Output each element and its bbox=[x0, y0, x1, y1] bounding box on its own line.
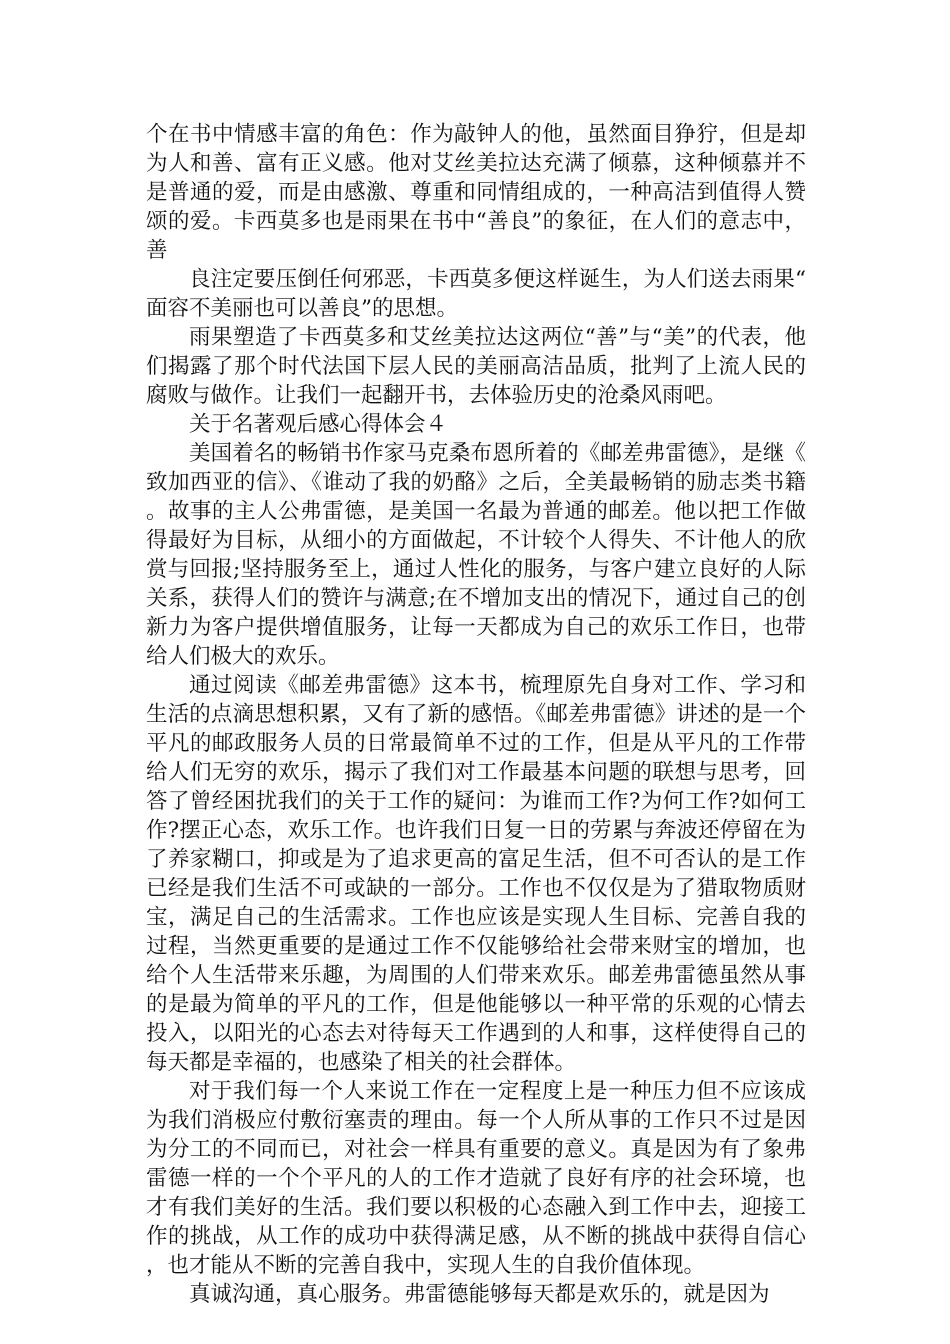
paragraph: 雨果塑造了卡西莫多和艾丝美拉达这两位“善”与“美”的代表，他们揭露了那个时代法国下层人民的美丽高洁品质，批判了上流人民的腐败与做作。让我们一起翻开书，去体验历史的沧桑风雨吧。 bbox=[146, 325, 806, 408]
section-heading: 关于名著观后感心得体会４ bbox=[189, 412, 448, 437]
paragraph-continuation: 个在书中情感丰富的角色：作为敲钟人的他，虽然面目狰狞，但是却为人和善、富有正义感。他对艾丝美拉达充满了倾慕，这种倾慕并不是普通的爱，而是由感激、尊重和同情组成的，一种高洁到值得人赞颂的爱。卡西莫多也是雨果在书中“善良”的象征，在人们的意志中，善 bbox=[146, 122, 806, 263]
document-body bbox=[146, 120, 806, 1309]
paragraph: 美国着名的畅销书作家马克桑布恩所着的《邮差弗雷德》，是继《致加西亚的信》、《谁动了我的奶酪》之后，全美最畅销的励志类书籍。故事的主人公弗雷德，是美国一名最为普通的邮差。他以把工作做得最好为目标，从细小的方面做起，不计较个人得失、不计他人的欣赏与回报;坚持服务至上，通过人性化的服务，与客户建立良好的人际关系，获得人们的赞许与满意;在不增加支出的情况下，通过自己的创新力为客户提供增值服务，让每一天都成为自己的欢乐工作日，也带给人们极大的欢乐。 bbox=[146, 441, 806, 669]
paragraph: 良注定要压倒任何邪恶，卡西莫多便这样诞生，为人们送去雨果“面容不美丽也可以善良”的思想。 bbox=[146, 267, 806, 321]
paragraph: 对于我们每一个人来说工作在一定程度上是一种压力但不应该成为我们消极应付敷衍塞责的理由。每一个人所从事的工作只不过是因为分工的不同而已，对社会一样具有重要的意义。真是因为有了象弗雷德一样的一个个平凡的人的工作才造就了良好有序的社会环境，也才有我们美好的生活。我们要以积极的心态融入到工作中去，迎接工作的挑战，从工作的成功中获得满足感，从不断的挑战中获得自信心，也才能从不断的完善自我中，实现人生的自我价值体现。 bbox=[146, 1079, 806, 1278]
paragraph-truncated: 真诚沟通，真心服务。弗雷德能够每天都是欢乐的，就是因为 bbox=[189, 1282, 770, 1307]
paragraph: 通过阅读《邮差弗雷德》这本书，梳理原先自身对工作、学习和生活的点滴思想积累，又有了新的感悟。《邮差弗雷德》讲述的是一个平凡的邮政服务人员的日常最简单不过的工作，但是从平凡的工作带给人们无穷的欢乐，揭示了我们对工作最基本问题的联想与思考，回答了曾经困扰我们的关于工作的疑问：为谁而工作?为何工作?如何工作?摆正心态，欢乐工作。也许我们日复一日的劳累与奔波还停留在为了养家糊口，抑或是为了追求更高的富足生活，但不可否认的是工作已经是我们生活不可或缺的一部分。工作也不仅仅是为了猎取物质财宝，满足自己的生活需求。工作也应该是实现人生目标、完善自我的过程，当然更重要的是通过工作不仅能够给社会带来财宝的增加，也给个人生活带来乐趣，为周围的人们带来欢乐。邮差弗雷德虽然从事的是最为简单的平凡的工作，但是他能够以一种平常的乐观的心情去投入，以阳光的心态去对待每天工作遇到的人和事，这样使得自己的每天都是幸福的，也感染了相关的社会群体。 bbox=[146, 673, 806, 1075]
